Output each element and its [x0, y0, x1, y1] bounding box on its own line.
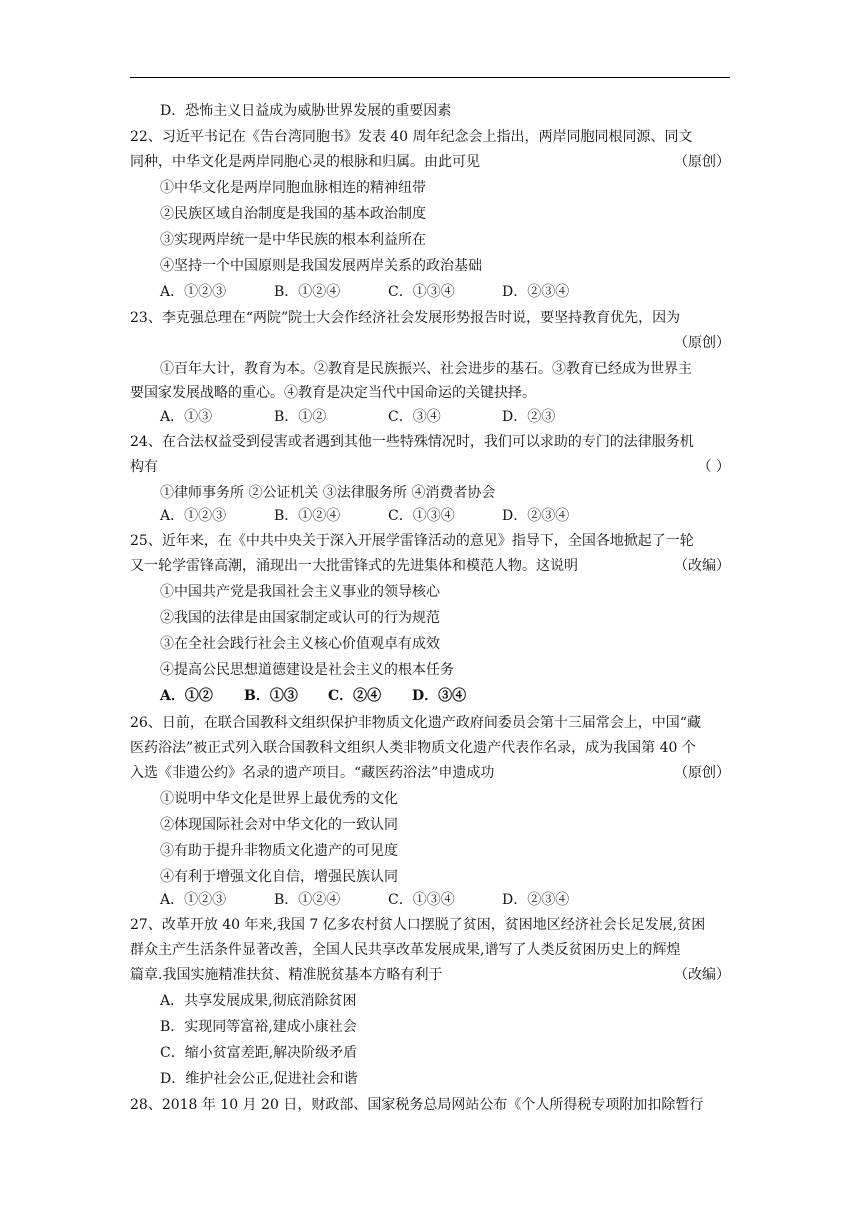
q22-option-a: A．①②③ — [160, 284, 227, 300]
q25-option-c: C．②④ — [328, 688, 382, 704]
q24-answer-blank: （ ） — [697, 459, 730, 475]
q26-option-a: A．①②③ — [160, 892, 227, 908]
q24-stem-line1: 24、在合法权益受到侵害或者遇到其他一些特殊情况时，我们可以求助的专门的法律服务机 — [130, 434, 694, 450]
q24-option-d: D．②③④ — [502, 508, 570, 524]
q23-source-tag: （原创） — [674, 335, 730, 351]
q27-stem-line1: 27、改革开放 40 年来,我国 7 亿多农村贫人口摆脱了贫困，贫困地区经济社会长足发展,贫困 — [130, 917, 706, 933]
q22-options — [160, 282, 569, 302]
q26-item-4: ④有利于增强文化自信，增强民族认同 — [160, 869, 398, 885]
q25-option-b: B．①③ — [244, 688, 298, 704]
q22-stem-line2: 同种，中华文化是两岸同胞心灵的根脉和归属。由此可见 — [130, 154, 480, 170]
header-rule — [130, 77, 730, 78]
q27-option-b: B．实现同等富裕,建成小康社会 — [160, 1019, 357, 1035]
q26-option-c: C．①③④ — [388, 892, 455, 908]
q25-option-a: A．①② — [160, 688, 213, 704]
q26-item-2: ②体现国际社会对中华文化的一致认同 — [160, 817, 398, 833]
q26-options — [160, 890, 569, 910]
q27-stem-line3: 篇章.我国实施精准扶贫、精准脱贫基本方略有利于 — [130, 967, 443, 983]
q27-option-c: C．缩小贫富差距,解决阶级矛盾 — [160, 1045, 358, 1061]
q24-option-b: B．①②④ — [274, 508, 341, 524]
q27-option-d: D．维护社会公正,促进社会和谐 — [160, 1071, 358, 1087]
q25-stem-line1: 25、近年来，在《中共中央关于深入开展学雷锋活动的意见》指导下，全国各地掀起了一轮 — [130, 533, 694, 549]
q22-item-3: ③实现两岸统一是中华民族的根本利益所在 — [160, 232, 426, 248]
q23-option-b: B．①② — [274, 409, 327, 425]
q21-option-d: D．恐怖主义日益成为威胁世界发展的重要因素 — [160, 103, 452, 119]
q23-option-c: C．③④ — [388, 409, 441, 425]
q22-stem-line1: 22、习近平书记在《告台湾同胞书》发表 40 周年纪念会上指出，两岸同胞同根同源、同文 — [130, 129, 693, 145]
q24-stem-line2: 构有 — [130, 459, 158, 475]
q24-items: ①律师事务所 ②公证机关 ③法律服务所 ④消费者协会 — [160, 485, 496, 501]
q22-source-tag: （原创） — [674, 154, 730, 170]
q25-item-2: ②我国的法律是由国家制定或认可的行为规范 — [160, 610, 440, 626]
q23-stem-line1: 23、李克强总理在“两院”院士大会作经济社会发展形势报告时说，要坚持教育优先，因为 — [130, 310, 681, 326]
q23-body-line2: 要国家发展战略的重心。④教育是决定当代中国命运的关键抉择。 — [130, 385, 536, 401]
q26-option-b: B．①②④ — [274, 892, 341, 908]
q23-option-a: A．①③ — [160, 409, 213, 425]
q22-option-c: C．①③④ — [388, 284, 455, 300]
q24-options — [160, 506, 569, 526]
q24-option-c: C．①③④ — [388, 508, 455, 524]
q25-item-3: ③在全社会践行社会主义核心价值观卓有成效 — [160, 636, 440, 652]
q25-item-4: ④提高公民思想道德建设是社会主义的根本任务 — [160, 662, 454, 678]
q26-source-tag: （原创） — [674, 765, 730, 781]
q25-options — [160, 686, 466, 706]
q23-body-line1: ①百年大计，教育为本。②教育是民族振兴、社会进步的基石。③教育已经成为世界主 — [160, 361, 692, 377]
q22-item-1: ①中华文化是两岸同胞血脉相连的精神纽带 — [160, 180, 426, 196]
q26-stem-line3: 入选《非遗公约》名录的遗产项目。“藏医药浴法”申遗成功 — [130, 765, 495, 781]
q26-item-1: ①说明中华文化是世界上最优秀的文化 — [160, 791, 398, 807]
q26-stem-line2: 医药浴法”被正式列入联合国教科文组织人类非物质文化遗产代表作名录，成为我国第 40 个 — [130, 740, 696, 756]
q25-option-d: D．③④ — [412, 688, 467, 704]
q22-item-4: ④坚持一个中国原则是我国发展两岸关系的政治基础 — [160, 258, 482, 274]
q23-option-d: D．②③ — [502, 409, 556, 425]
q25-item-1: ①中国共产党是我国社会主义事业的领导核心 — [160, 584, 440, 600]
q26-stem-line1: 26、日前，在联合国教科文组织保护非物质文化遗产政府间委员会第十三届常会上，中国“藏 — [130, 715, 701, 731]
q27-option-a: A．共享发展成果,彻底消除贫困 — [160, 993, 357, 1009]
q27-source-tag: （改编） — [674, 967, 730, 983]
q25-source-tag: （改编） — [674, 558, 730, 574]
q26-item-3: ③有助于提升非物质文化遗产的可见度 — [160, 843, 398, 859]
q27-stem-line2: 群众主产生活条件显著改善，全国人民共享改革发展成果,谱写了人类反贫困历史上的辉煌 — [130, 942, 681, 958]
q26-option-d: D．②③④ — [502, 892, 570, 908]
q22-option-d: D．②③④ — [502, 284, 570, 300]
q22-option-b: B．①②④ — [274, 284, 341, 300]
q23-options — [160, 407, 555, 427]
q28-stem-line1: 28、2018 年 10 月 20 日，财政部、国家税务总局网站公布《个人所得税专项附加扣除暂行 — [130, 1097, 704, 1113]
q24-option-a: A．①②③ — [160, 508, 227, 524]
q25-stem-line2: 又一轮学雷锋高潮，涌现出一大批雷锋式的先进集体和模范人物。这说明 — [130, 558, 578, 574]
q22-item-2: ②民族区域自治制度是我国的基本政治制度 — [160, 206, 426, 222]
